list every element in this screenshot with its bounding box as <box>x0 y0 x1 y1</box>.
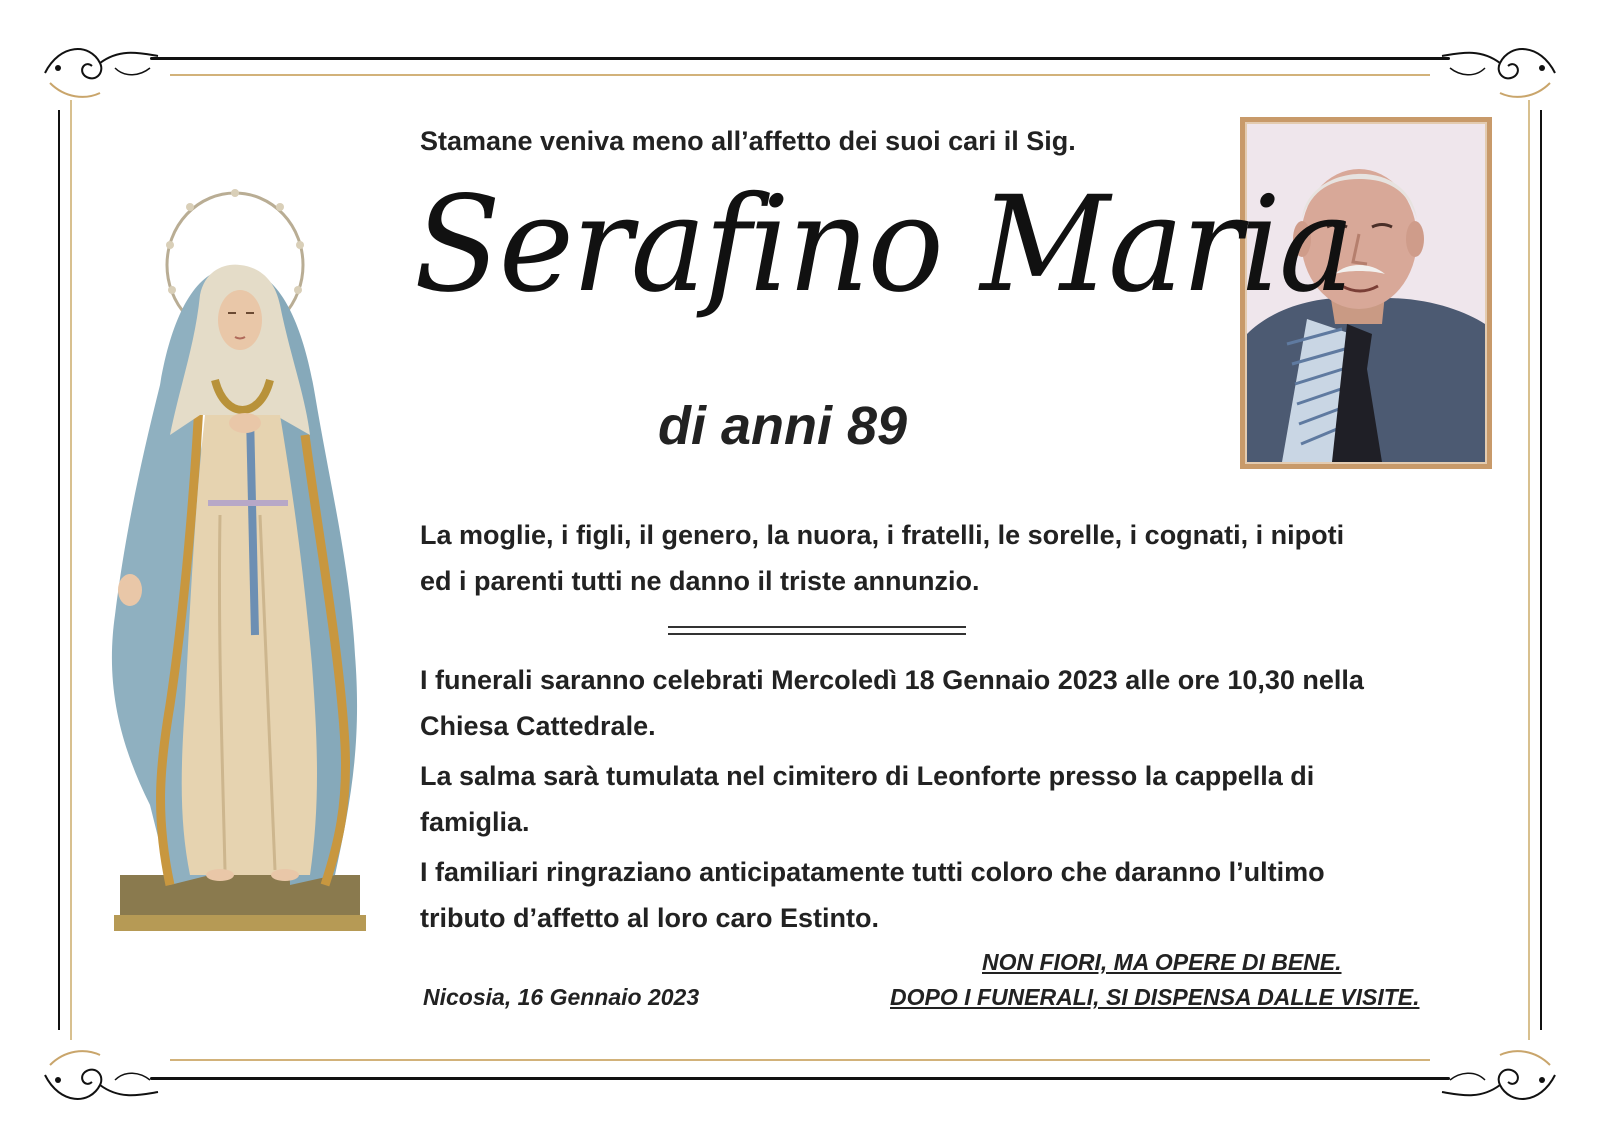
thanks-line-2: tributo d’affetto al loro caro Estinto. <box>420 903 879 933</box>
burial-details <box>420 753 1440 845</box>
separator-line-1 <box>668 626 966 628</box>
family-announcement <box>420 512 1440 604</box>
frame-top-black-line <box>150 57 1450 60</box>
separator-line-2 <box>668 633 966 635</box>
frame-left-gold-line <box>70 100 72 1040</box>
corner-flourish-bottom-right <box>1440 1040 1560 1110</box>
burial-line-1: La salma sarà tumulata nel cimitero di Leonforte presso la cappella di <box>420 761 1315 791</box>
intro-text: Stamane veniva meno all’affetto dei suoi cari il Sig. <box>420 126 1076 156</box>
frame-top-gold-line <box>170 74 1430 76</box>
thanks-line-1: I familiari ringraziano anticipatamente tutti coloro che daranno l’ultimo <box>420 857 1325 887</box>
frame-bottom-gold-line <box>170 1059 1430 1061</box>
thanks-text <box>420 849 1440 941</box>
corner-flourish-top-left <box>40 38 160 108</box>
corner-flourish-top-right <box>1440 38 1560 108</box>
funeral-line-2: Chiesa Cattedrale. <box>420 711 656 741</box>
family-line-2: ed i parenti tutti ne danno il triste annunzio. <box>420 566 980 596</box>
madonna-statue-image <box>100 185 380 955</box>
frame-left-black-line <box>58 110 60 1030</box>
burial-line-2: famiglia. <box>420 807 530 837</box>
frame-right-gold-line <box>1528 100 1530 1040</box>
deceased-name: Serafino Maria <box>414 168 1353 322</box>
corner-flourish-bottom-left <box>40 1040 160 1110</box>
notice-no-visits: DOPO I FUNERALI, SI DISPENSA DALLE VISITE. <box>890 984 1420 1010</box>
frame-right-black-line <box>1540 110 1542 1030</box>
funeral-line-1: I funerali saranno celebrati Mercoledì 18 Gennaio 2023 alle ore 10,30 nella <box>420 665 1364 695</box>
frame-bottom-black-line <box>150 1077 1450 1080</box>
funeral-details <box>420 657 1440 749</box>
deceased-age: di anni 89 <box>658 396 908 456</box>
notice-no-flowers: NON FIORI, MA OPERE DI BENE. <box>982 949 1342 975</box>
place-and-date: Nicosia, 16 Gennaio 2023 <box>423 984 700 1010</box>
family-line-1: La moglie, i figli, il genero, la nuora, i fratelli, le sorelle, i cognati, i nipoti <box>420 520 1345 550</box>
